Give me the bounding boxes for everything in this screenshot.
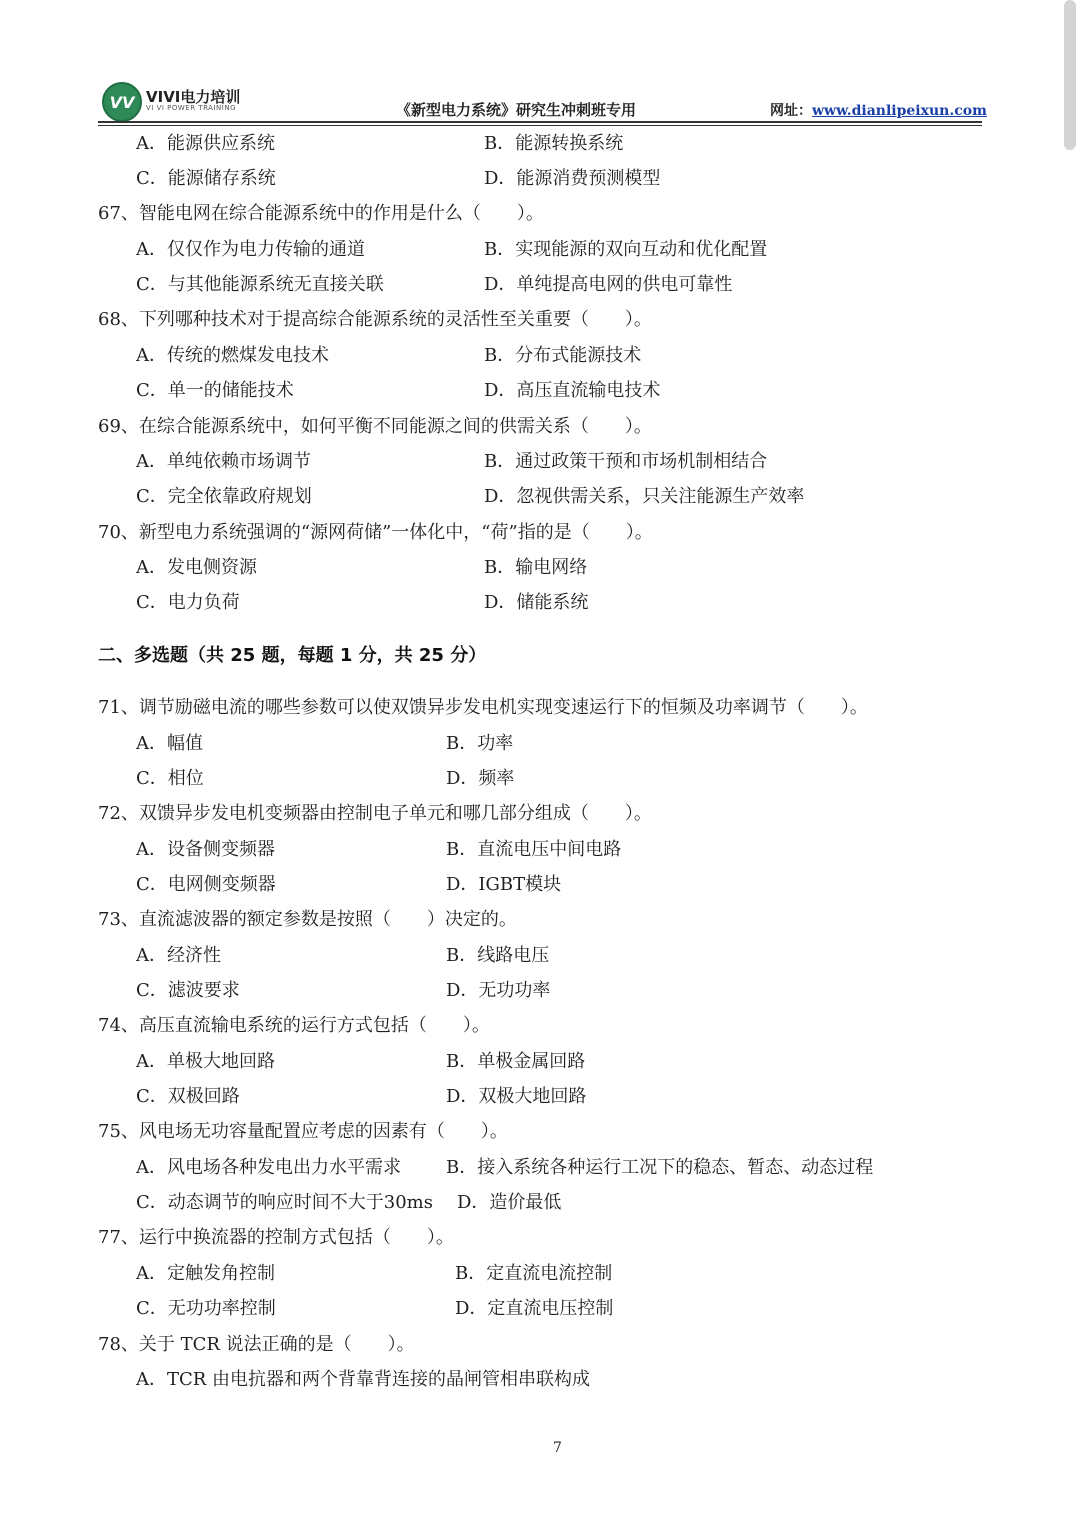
website-link[interactable]: www.dianlipeixun.com: [812, 103, 987, 119]
answer-option: D．IGBT模块: [446, 874, 562, 895]
question-stem: 78、关于 TCR 说法正确的是（ ）。: [98, 1334, 415, 1355]
answer-option: C．滤波要求: [136, 980, 240, 1001]
header-title: 《新型电力系统》研究生冲刺班专用: [396, 101, 637, 119]
question-stem: 70、新型电力系统强调的“源网荷储”一体化中，“荷”指的是（ ）。: [98, 522, 653, 543]
website-label: 网址：: [770, 103, 812, 119]
answer-option: C．电网侧变频器: [136, 874, 276, 895]
answer-option: D．忽视供需关系，只关注能源生产效率: [484, 486, 805, 507]
answer-option: D．无功功率: [446, 980, 551, 1001]
answer-option: A．单极大地回路: [136, 1051, 275, 1072]
question-stem: 75、风电场无功容量配置应考虑的因素有（ ）。: [98, 1121, 508, 1142]
answer-option: C．相位: [136, 768, 204, 789]
answer-option: A．能源供应系统: [136, 133, 275, 154]
question-stem: 74、高压直流输电系统的运行方式包括（ ）。: [98, 1015, 490, 1036]
answer-option: D．定直流电压控制: [455, 1298, 614, 1319]
answer-option: A．发电侧资源: [136, 557, 257, 578]
answer-option: D．造价最低: [457, 1192, 562, 1213]
answer-option: D．能源消费预测模型: [484, 168, 661, 189]
answer-option: B．线路电压: [446, 945, 550, 966]
header-rule-thin: [98, 125, 982, 126]
question-stem: 67、智能电网在综合能源系统中的作用是什么（ ）。: [98, 203, 544, 224]
question-stem: 73、直流滤波器的额定参数是按照（ ）决定的。: [98, 909, 517, 930]
answer-option: B．通过政策干预和市场机制相结合: [484, 451, 768, 472]
answer-option: C．完全依靠政府规划: [136, 486, 312, 507]
answer-option: C．无功功率控制: [136, 1298, 276, 1319]
answer-option: B．接入系统各种运行工况下的稳态、暂态、动态过程: [446, 1157, 874, 1178]
answer-option: C．双极回路: [136, 1086, 240, 1107]
header-website: [770, 100, 987, 120]
answer-option: A．仅仅作为电力传输的通道: [136, 239, 365, 260]
answer-option: D．储能系统: [484, 592, 589, 613]
answer-option: B．单极金属回路: [446, 1051, 586, 1072]
question-stem: 68、下列哪种技术对于提高综合能源系统的灵活性至关重要（ ）。: [98, 309, 652, 330]
answer-option: B．输电网络: [484, 557, 588, 578]
vivi-logo-icon: VV: [102, 82, 142, 122]
answer-option: B．定直流电流控制: [455, 1263, 613, 1284]
section-heading: 二、多选题（共 25 题，每题 1 分，共 25 分）: [98, 645, 487, 666]
question-stem: 72、双馈异步发电机变频器由控制电子单元和哪几部分组成（ ）。: [98, 803, 652, 824]
answer-option: B．分布式能源技术: [484, 345, 642, 366]
answer-option: A．TCR 由电抗器和两个背靠背连接的晶闸管相串联构成: [136, 1369, 591, 1390]
question-stem: 77、运行中换流器的控制方式包括（ ）。: [98, 1227, 454, 1248]
answer-option: D．频率: [446, 768, 515, 789]
answer-option: A．风电场各种发电出力水平需求: [136, 1157, 401, 1178]
answer-option: B．功率: [446, 733, 514, 754]
answer-option: D．高压直流输电技术: [484, 380, 661, 401]
answer-option: A．幅值: [136, 733, 203, 754]
answer-option: A．定触发角控制: [136, 1263, 275, 1284]
answer-option: B．能源转换系统: [484, 133, 624, 154]
page-number: 7: [553, 1440, 562, 1456]
answer-option: C．电力负荷: [136, 592, 240, 613]
answer-option: D．单纯提高电网的供电可靠性: [484, 274, 733, 295]
answer-option: C．动态调节的响应时间不大于30ms: [136, 1192, 433, 1213]
answer-option: A．经济性: [136, 945, 221, 966]
answer-option: A．单纯依赖市场调节: [136, 451, 311, 472]
question-stem: 69、在综合能源系统中，如何平衡不同能源之间的供需关系（ ）。: [98, 416, 652, 437]
answer-option: A．传统的燃煤发电技术: [136, 345, 329, 366]
logo-name: VIVI电力培训: [146, 88, 241, 106]
page-header: [0, 0, 1080, 124]
question-stem: 71、调节励磁电流的哪些参数可以使双馈异步发电机实现变速运行下的恒频及功率调节（ ）。: [98, 697, 868, 718]
answer-option: C．与其他能源系统无直接关联: [136, 274, 384, 295]
answer-option: B．直流电压中间电路: [446, 839, 622, 860]
answer-option: C．能源储存系统: [136, 168, 276, 189]
answer-option: A．设备侧变频器: [136, 839, 275, 860]
header-rule: [98, 121, 982, 123]
answer-option: D．双极大地回路: [446, 1086, 587, 1107]
logo-subtitle: VI VI POWER TRAINING: [146, 104, 236, 112]
answer-option: B．实现能源的双向互动和优化配置: [484, 239, 768, 260]
answer-option: C．单一的储能技术: [136, 380, 294, 401]
